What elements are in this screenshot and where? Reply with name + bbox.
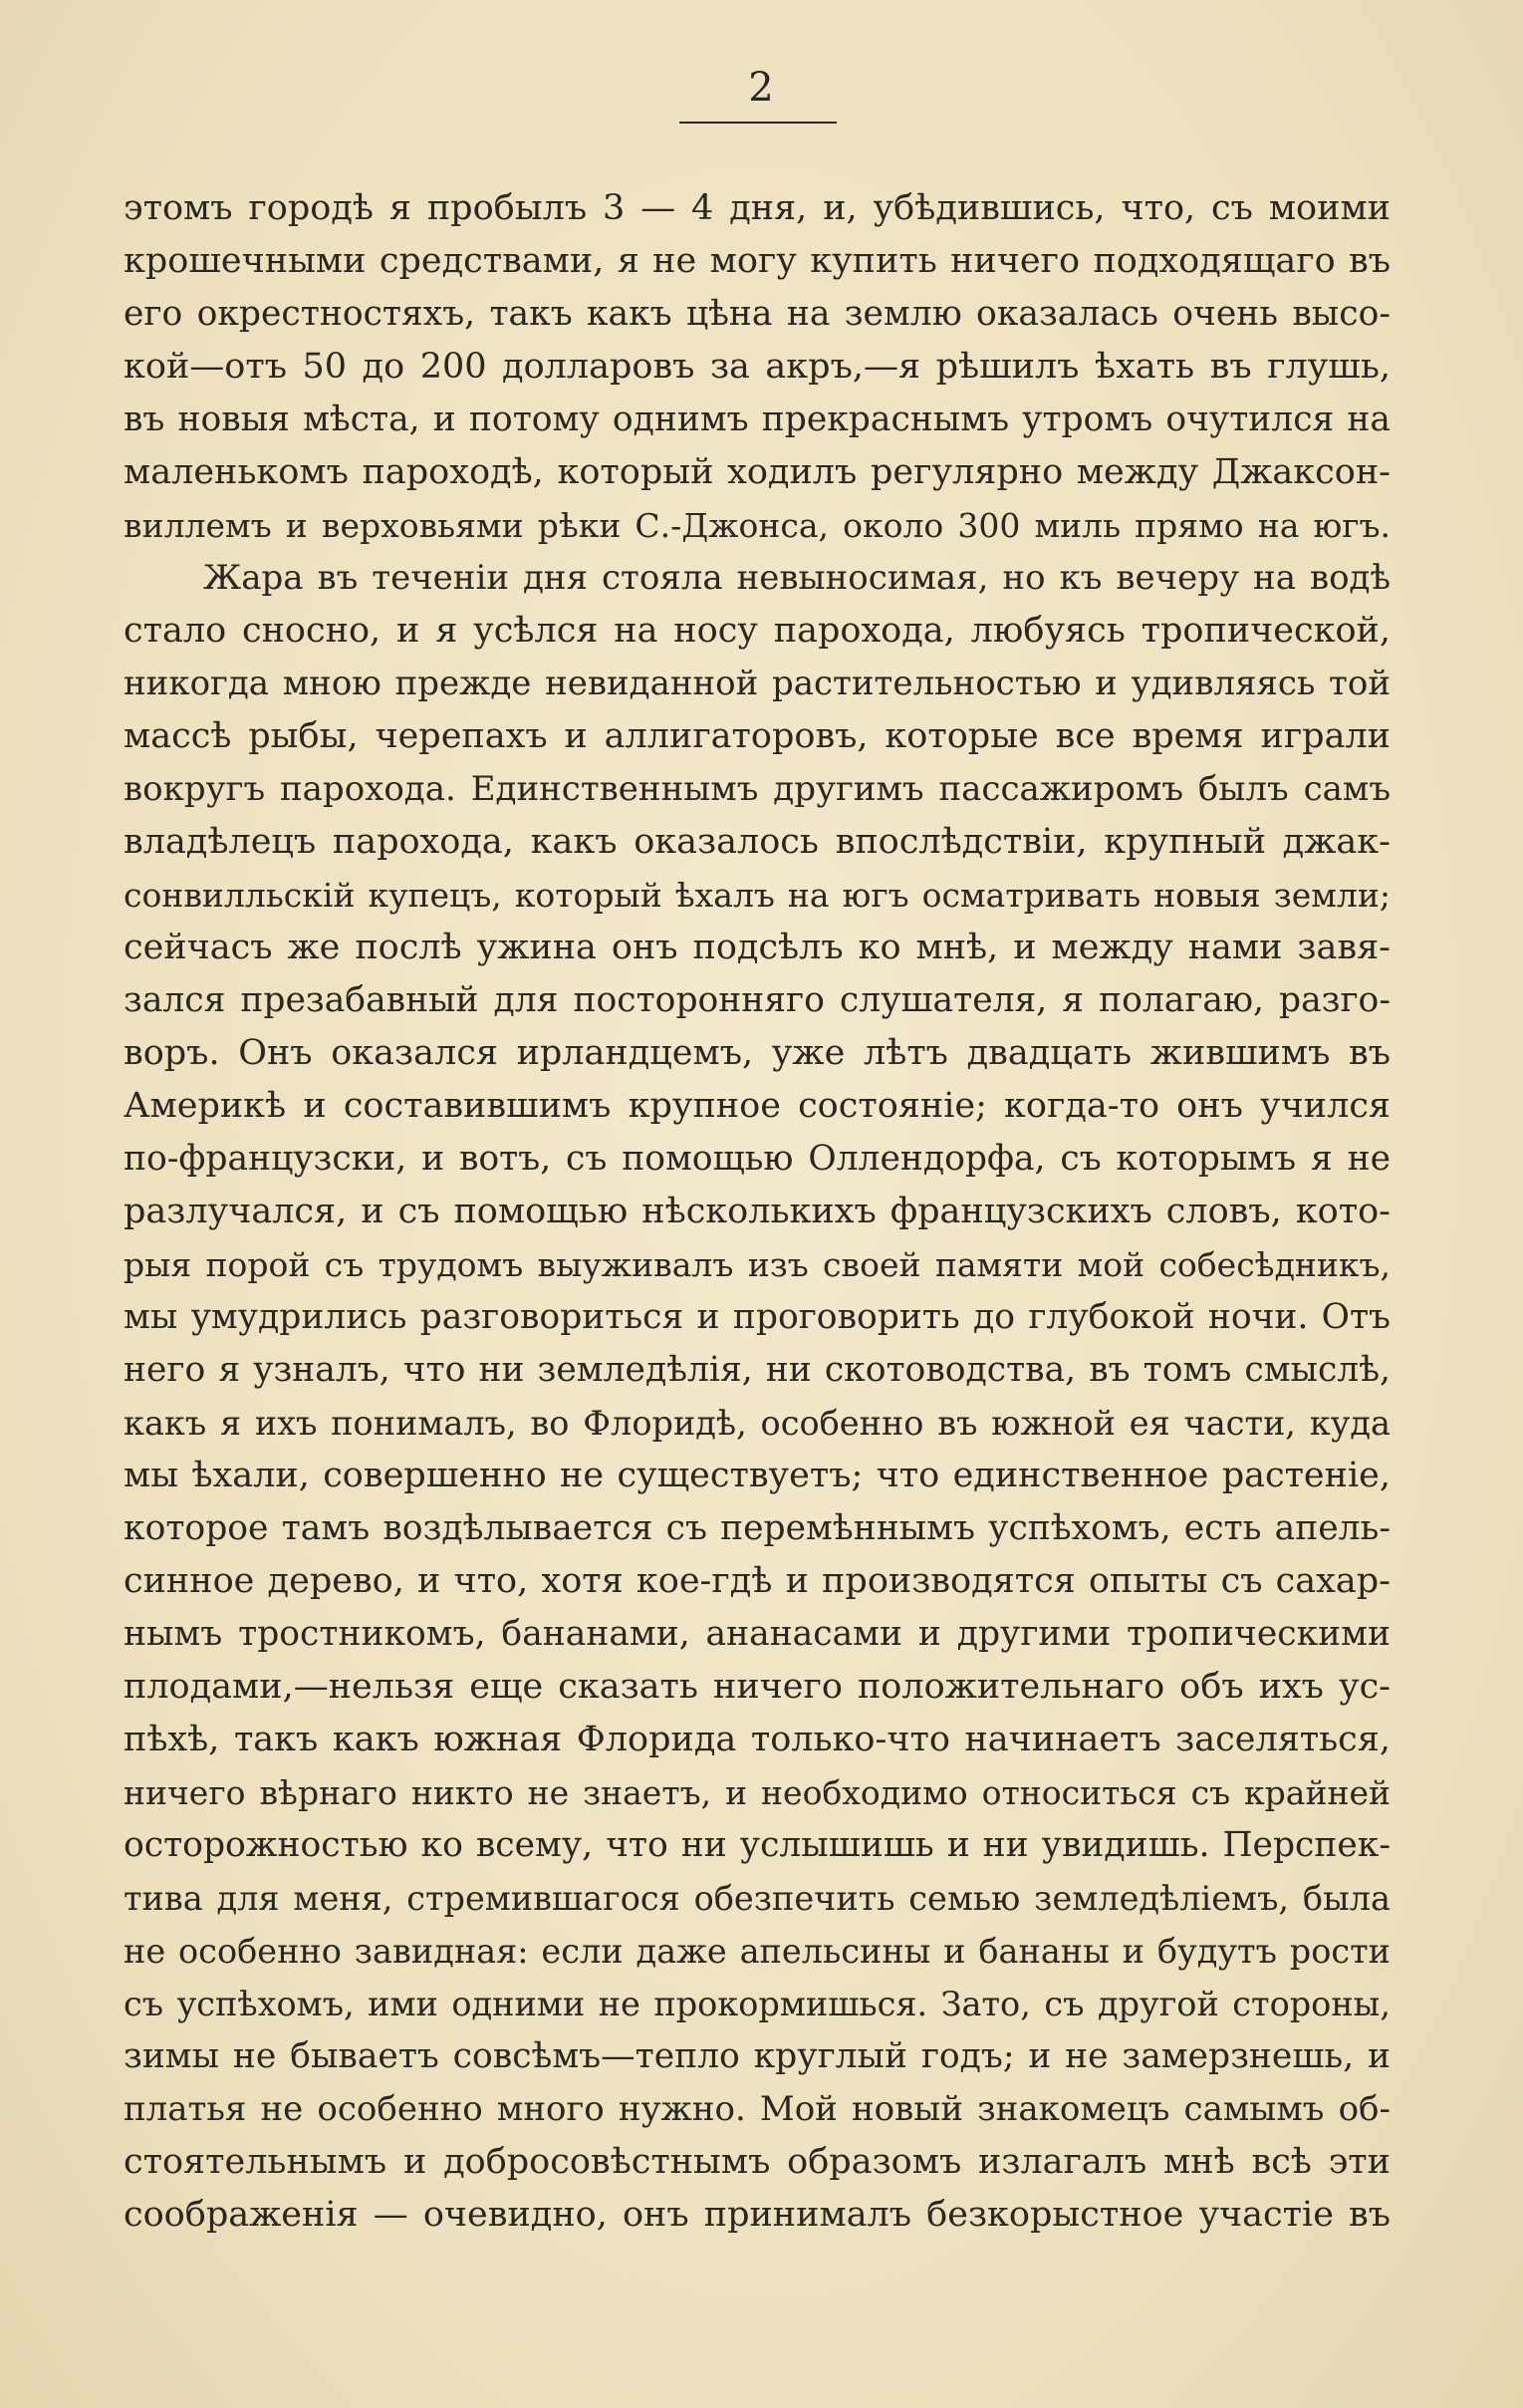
page-number-rule bbox=[679, 122, 837, 124]
text-line: ничего вѣрнаго никто не знаетъ, и необходимо относиться съ крайней bbox=[124, 1773, 1391, 1812]
text-line: соображенія — очевидно, онъ принималъ безкорыстное участіе въ bbox=[124, 2195, 1391, 2235]
text-line: платья не особенно много нужно. Мой новый знакомецъ самымъ об- bbox=[124, 2089, 1391, 2129]
text-line: плодами,—нельзя еще сказать ничего положительнаго объ ихъ ус- bbox=[124, 1667, 1391, 1707]
body-text bbox=[124, 182, 1391, 2242]
text-line: тива для меня, стремившагося обезпечить семью земледѣліемъ, была bbox=[124, 1879, 1391, 1918]
text-line: какъ я ихъ понималъ, во Флоридѣ, особенно въ южной ея части, куда bbox=[124, 1404, 1391, 1443]
text-line: съ успѣхомъ, ими одними не прокормишься. Зато, съ другой стороны, bbox=[124, 1985, 1391, 2023]
text-line: пѣхѣ, такъ какъ южная Флорида только-что начинаетъ заселяться, bbox=[124, 1720, 1391, 1759]
text-line: сейчасъ же послѣ ужина онъ подсѣлъ ко мнѣ, и между нами завя- bbox=[124, 928, 1391, 967]
text-line: вокругъ парохода. Единственнымъ другимъ пассажиромъ былъ самъ bbox=[124, 769, 1391, 809]
text-line: крошечными средствами, я не могу купить ничего подходящаго въ bbox=[124, 241, 1391, 281]
text-line: его окрестностяхъ, такъ какъ цѣна на землю оказалась очень высо- bbox=[124, 294, 1391, 334]
paragraph-first-line: Жара въ теченіи дня стояла невыносимая, но къ вечеру на водѣ bbox=[203, 558, 1391, 598]
text-line: владѣлецъ парохода, какъ оказалось впослѣдствіи, крупный джак- bbox=[124, 822, 1391, 862]
text-line: него я узналъ, что ни земледѣлія, ни скотоводства, въ томъ смыслѣ, bbox=[124, 1350, 1391, 1390]
text-line: этомъ городѣ я пробылъ 3 — 4 дня, и, убѣдившись, что, съ моими bbox=[124, 188, 1391, 228]
text-line: зался презабавный для посторонняго слушателя, я полагаю, разго- bbox=[124, 980, 1391, 1020]
text-line: мы ѣхали, совершенно не существуетъ; что единственное растеніе, bbox=[124, 1456, 1391, 1495]
text-line: массѣ рыбы, черепахъ и аллигаторовъ, которые все время играли bbox=[124, 716, 1391, 756]
text-line: по-французски, и вотъ, съ помощью Оллендорфа, съ которымъ я не bbox=[124, 1139, 1391, 1179]
text-line: мы умудрились разговориться и проговорить до глубокой ночи. Отъ bbox=[124, 1297, 1391, 1337]
text-line: зимы не бываетъ совсѣмъ—тепло круглый годъ; и не замерзнешь, и bbox=[124, 2036, 1391, 2076]
text-line: никогда мною прежде невиданной растительностью и удивляясь той bbox=[124, 664, 1391, 703]
text-line: рыя порой съ трудомъ выуживалъ изъ своей памяти мой собесѣдникъ, bbox=[124, 1245, 1391, 1284]
text-line: маленькомъ пароходѣ, который ходилъ регулярно между Джаксон- bbox=[124, 452, 1391, 492]
text-line: синное дерево, и что, хотя кое-гдѣ и производятся опыты съ сахар- bbox=[124, 1561, 1391, 1601]
text-line: нымъ тростникомъ, бананами, ананасами и другими тропическими bbox=[124, 1614, 1391, 1654]
text-line: Америкѣ и составившимъ крупное состояніе; когда-то онъ учился bbox=[124, 1086, 1391, 1126]
text-line: воръ. Онъ оказался ирландцемъ, уже лѣтъ двадцать жившимъ въ bbox=[124, 1033, 1391, 1073]
text-line: которое тамъ воздѣлывается съ перемѣннымъ успѣхомъ, есть апель- bbox=[124, 1508, 1391, 1548]
text-line: не особенно завидная: если даже апельсины и бананы и будутъ рости bbox=[124, 1932, 1391, 1971]
page-number: 2 bbox=[748, 65, 775, 111]
text-line: кой—отъ 50 до 200 долларовъ за акръ,—я рѣшилъ ѣхать въ глушь, bbox=[124, 347, 1391, 387]
text-line: виллемъ и верховьями рѣки С.-Джонса, около 300 миль прямо на югъ. bbox=[124, 506, 1391, 545]
text-line: разлучался, и съ помощью нѣсколькихъ французскихъ словъ, кото- bbox=[124, 1192, 1391, 1231]
text-line: стало сносно, и я усѣлся на носу парохода, любуясь тропической, bbox=[124, 611, 1391, 651]
text-line: стоятельнымъ и добросовѣстнымъ образомъ излагалъ мнѣ всѣ эти bbox=[124, 2142, 1391, 2182]
text-line: въ новыя мѣста, и потому однимъ прекраснымъ утромъ очутился на bbox=[124, 400, 1391, 439]
text-line: осторожностью ко всему, что ни услышишь и ни увидишь. Перспек- bbox=[124, 1825, 1391, 1865]
text-line: сонвилльскій купецъ, который ѣхалъ на югъ осматривать новыя земли; bbox=[124, 876, 1391, 915]
